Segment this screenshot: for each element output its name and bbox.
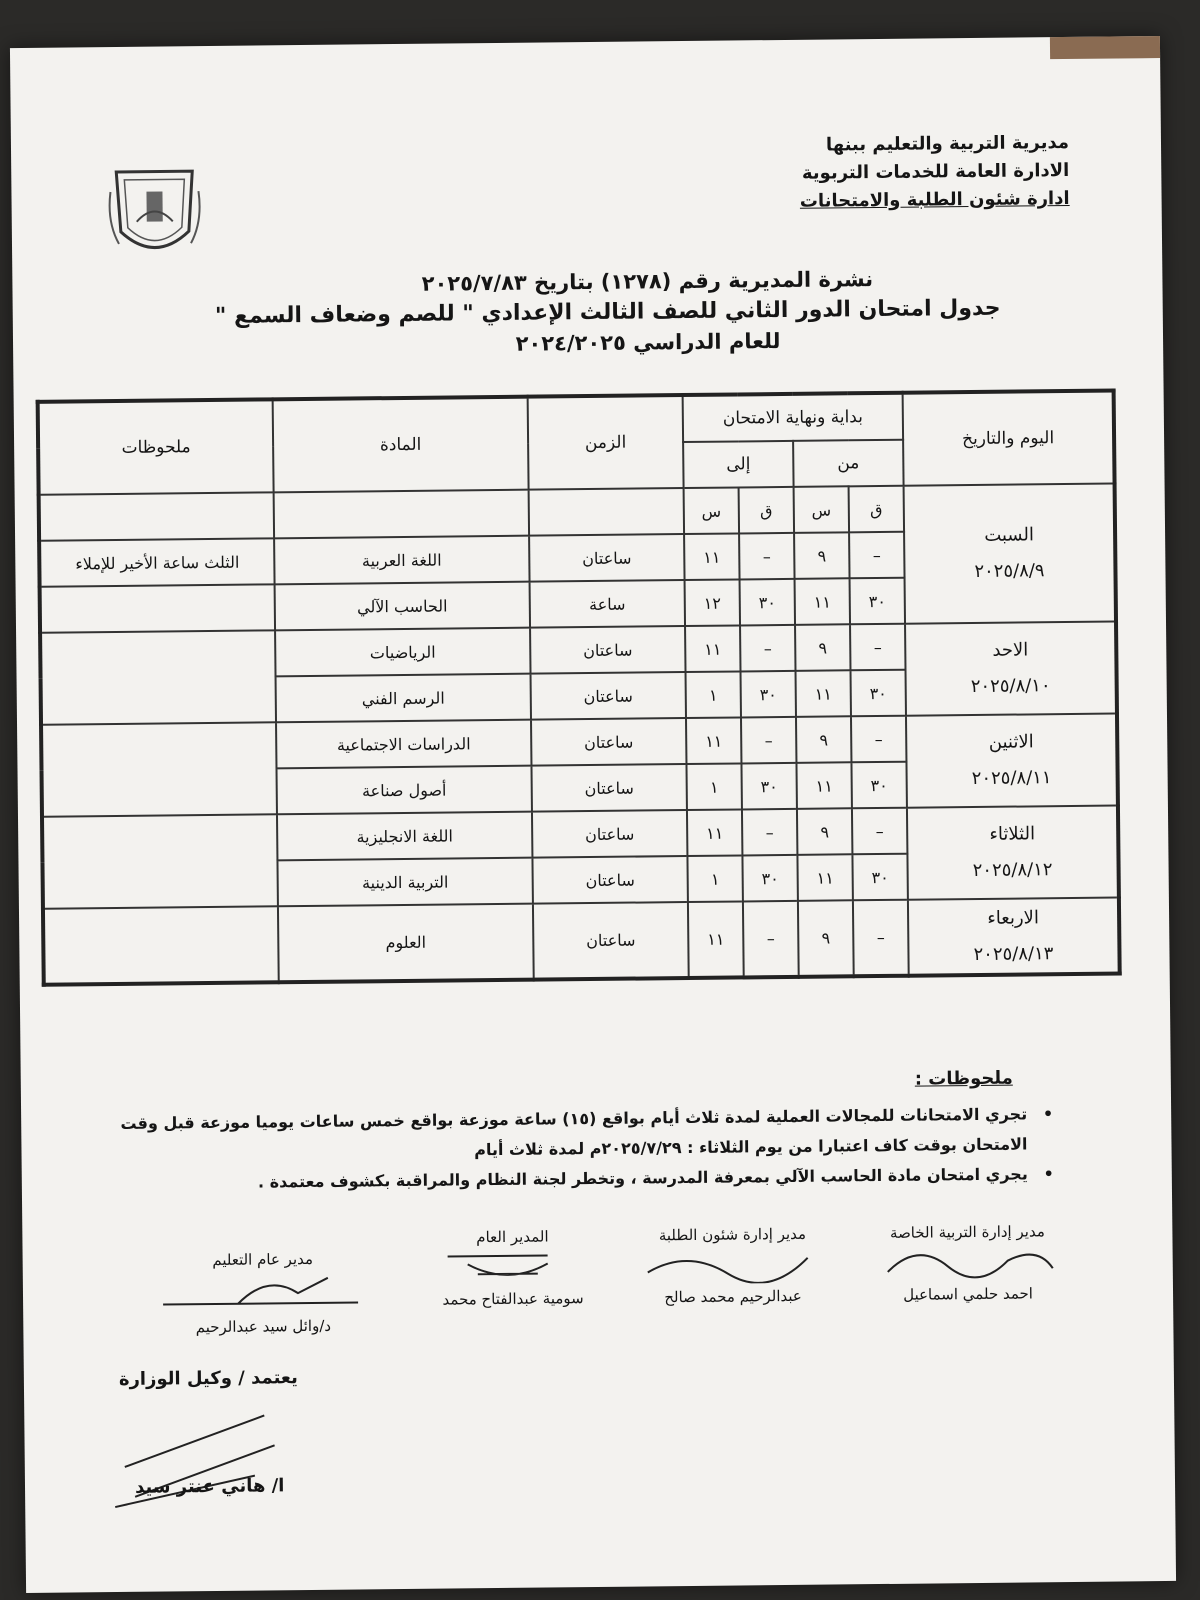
day-name: الاحد	[992, 639, 1029, 661]
from-minute: –	[850, 624, 905, 671]
note	[40, 630, 276, 724]
day-cell	[907, 806, 1119, 900]
duration: ساعة	[530, 580, 685, 628]
subject: اللغة الانجليزية	[277, 812, 532, 861]
to-hour: ١٢	[685, 579, 740, 626]
signer-title: مدير إدارة شئون الطلبة	[658, 1224, 807, 1245]
signature-student-affairs	[632, 1225, 833, 1307]
day-date: ٢٠٢٥/٨/١٢	[972, 859, 1053, 882]
header-line-1: مديرية التربية والتعليم ببنها	[825, 131, 1070, 156]
from-minute: –	[852, 808, 907, 855]
notes-title: ملحوظات :	[914, 1067, 1013, 1090]
day-date: ٢٠٢٥/٨/١١	[971, 767, 1052, 790]
day-cell	[906, 714, 1118, 808]
directorate-header	[799, 129, 1070, 216]
signature-education-director	[153, 1249, 374, 1336]
empty-cell	[39, 492, 274, 540]
from-minute: ٣٠	[851, 762, 906, 809]
subject: التربية الدينية	[277, 858, 532, 907]
to-hour: ١١	[685, 625, 740, 672]
from-minute: ٣٠	[851, 670, 906, 717]
to-minute: –	[740, 625, 795, 672]
duration: ساعتان	[531, 672, 686, 720]
signer-name: احمد حلمي اسماعيل	[903, 1284, 1034, 1304]
day-date: ٢٠٢٥/٨/١٣	[973, 942, 1054, 965]
subject: الرياضيات	[275, 628, 530, 677]
table-row	[43, 897, 1120, 984]
ministry-logo	[106, 151, 203, 272]
subject: الرسم الفني	[276, 674, 531, 723]
academic-year: للعام الدراسي ٢٠٢٤/٢٠٢٥	[515, 329, 781, 356]
day-date: ٢٠٢٥/٨/٩	[974, 560, 1045, 582]
duration: ساعتان	[531, 718, 686, 766]
signer-name: سومية عبدالفتاح محمد	[442, 1289, 584, 1309]
from-hour: ٩	[794, 532, 849, 579]
header-from: من	[793, 440, 903, 487]
header-to: إلى	[683, 441, 793, 488]
note	[41, 722, 277, 816]
day-cell	[904, 484, 1116, 624]
day-cell	[905, 622, 1117, 716]
document-page	[10, 36, 1176, 1593]
note	[42, 814, 278, 908]
page-corner	[1050, 36, 1160, 59]
day-cell	[908, 897, 1120, 975]
from-minute: –	[851, 716, 906, 763]
subject: الدراسات الاجتماعية	[276, 720, 531, 769]
note-item: • يجري امتحان مادة الحاسب الآلي بمعرفة المدرسة ، وتخطر لجنة النظام والمراقبة بكشوف معتمدة .	[94, 1159, 1054, 1199]
to-hour: ١١	[684, 533, 739, 580]
day-name: الاثنين	[988, 731, 1034, 753]
signer-title: مدير عام التعليم	[212, 1249, 314, 1270]
header-duration: الزمن	[528, 395, 684, 490]
table-row	[42, 806, 1118, 863]
header-line-2: الادارة العامة للخدمات التربوية	[801, 159, 1070, 184]
from-hour: ٩	[795, 624, 850, 671]
to-hour: ١١	[687, 809, 742, 856]
to-minute: ٣٠	[741, 763, 796, 810]
bulletin-title: نشرة المديرية رقم (١٢٧٨) بتاريخ ٢٠٢٥/٧/٨٣	[421, 267, 874, 296]
header-start-end: بداية ونهاية الامتحان	[683, 393, 903, 442]
duration: ساعتان	[530, 626, 685, 674]
to-minute: ٣٠	[740, 579, 795, 626]
empty-cell	[529, 488, 684, 536]
header-day-date: اليوم والتاريخ	[903, 391, 1115, 486]
from-hour: ١١	[796, 670, 851, 717]
to-minute: ٣٠	[742, 855, 797, 902]
from-hour: ١١	[797, 854, 852, 901]
from-hour: ٩	[798, 900, 854, 977]
schedule-title: جدول امتحان الدور الثاني للصف الثالث الإعدادي " للصم وضعاف السمع "	[214, 295, 1001, 329]
note	[40, 584, 275, 632]
to-hour: ١١	[686, 717, 741, 764]
from-minute: ٣٠	[852, 854, 907, 901]
signatures-block	[132, 1222, 1062, 1337]
to-minute: –	[743, 901, 799, 978]
to-hour: ١	[686, 763, 741, 810]
duration: ساعتان	[532, 810, 687, 858]
from-hour: ١١	[795, 578, 850, 625]
day-date: ٢٠٢٥/٨/١٠	[970, 675, 1051, 698]
duration: ساعتان	[532, 856, 687, 904]
from-hour: ١١	[796, 762, 851, 809]
signature-general-manager	[422, 1227, 603, 1309]
duration: ساعتان	[531, 764, 686, 812]
note: الثلث ساعة الأخير للإملاء	[39, 538, 274, 586]
note	[43, 906, 279, 984]
day-name: الثلاثاء	[989, 823, 1036, 845]
table-row	[41, 714, 1117, 771]
empty-cell	[274, 490, 529, 539]
signature-scribble	[428, 1245, 598, 1287]
from-minute: –	[849, 532, 904, 579]
schedule-body	[39, 484, 1120, 985]
header-subject: المادة	[273, 397, 529, 493]
exam-schedule-table	[36, 389, 1122, 987]
signature-special-ed	[872, 1222, 1063, 1304]
subject: أصول صناعة	[276, 766, 531, 815]
to-hour: ١	[687, 855, 742, 902]
note-item: • تجري الامتحانات للمجالات العملية لمدة ثلاث أيام بواقع (١٥) ساعة موزعة بواقع خمس ساعات يوميا موزعة قبل وقت الامتحان بوقت كاف اعتبارا من يوم الثلاثاء : ٢٠٢٥/٧/٢٩م لمدة ثلاث أيام	[93, 1099, 1054, 1169]
unit-hour: س	[684, 487, 739, 534]
signature-scribble	[877, 1240, 1057, 1282]
day-name: السبت	[984, 524, 1035, 546]
signature-scribble	[638, 1243, 828, 1285]
header-line-3: ادارة شئون الطلبة والامتحانات	[799, 187, 1070, 212]
to-minute: ٣٠	[741, 671, 796, 718]
subject: العلوم	[278, 904, 534, 983]
signer-title: مدير إدارة التربية الخاصة	[889, 1222, 1045, 1242]
subject: اللغة العربية	[274, 536, 529, 585]
duration: ساعتان	[533, 902, 689, 980]
day-name: الاربعاء	[987, 906, 1040, 929]
minister-signature-icon	[104, 1405, 285, 1517]
to-minute: –	[739, 533, 794, 580]
signer-title: المدير العام	[476, 1227, 549, 1247]
from-hour: ٩	[796, 716, 851, 763]
minister-name: ا/ هاني عنتر سيد	[134, 1475, 285, 1498]
to-minute: –	[741, 717, 796, 764]
from-hour: ٩	[797, 808, 852, 855]
subject: الحاسب الآلي	[275, 582, 530, 631]
signature-scribble	[158, 1267, 368, 1314]
to-hour: ١	[686, 671, 741, 718]
approval-label: يعتمد / وكيل الوزارة	[118, 1367, 298, 1390]
document-titles	[52, 264, 1123, 360]
to-minute: –	[742, 809, 797, 856]
signer-name: د/وائل سيد عبدالرحيم	[195, 1316, 332, 1337]
from-minute: ٣٠	[850, 578, 905, 625]
duration: ساعتان	[529, 534, 684, 582]
unit-hour: س	[794, 486, 849, 533]
from-minute: –	[853, 900, 909, 977]
notes-list	[93, 1099, 1054, 1199]
unit-minute: ق	[739, 487, 794, 534]
table-row	[40, 622, 1116, 679]
signer-name: عبدالرحيم محمد صالح	[664, 1286, 802, 1307]
to-hour: ١١	[688, 901, 744, 978]
header-notes: ملحوظات	[38, 399, 274, 494]
unit-minute: ق	[849, 486, 904, 533]
